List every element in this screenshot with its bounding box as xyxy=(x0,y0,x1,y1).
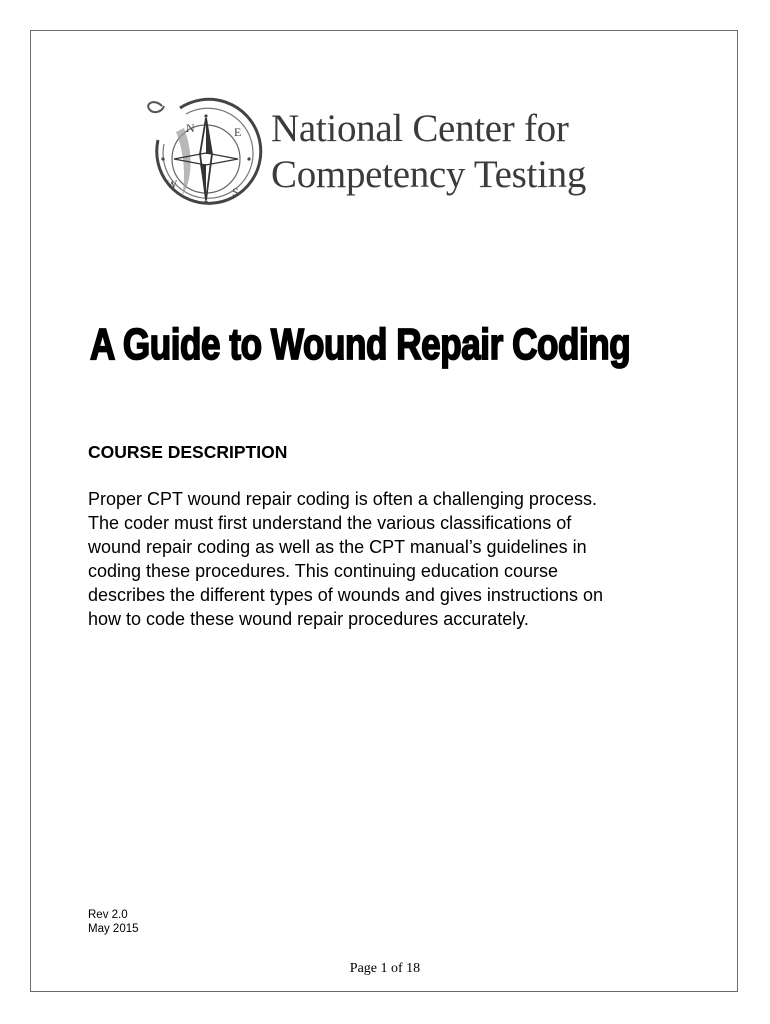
description-line: The coder must first understand the various classifications of xyxy=(88,513,572,533)
organization-name-line-2: Competency Testing xyxy=(271,153,587,196)
description-line: Proper CPT wound repair coding is often a challenging process. xyxy=(88,489,597,509)
description-line: coding these procedures. This continuing education course xyxy=(88,561,558,581)
page-number: Page 1 of 18 xyxy=(349,961,421,976)
revision-number: Rev 2.0 xyxy=(88,909,128,921)
organization-logo xyxy=(140,92,640,220)
course-description-heading: COURSE DESCRIPTION xyxy=(88,442,288,462)
revision-date: May 2015 xyxy=(88,923,139,935)
description-line: wound repair coding as well as the CPT manual’s guidelines in xyxy=(88,537,587,557)
organization-name xyxy=(271,106,586,198)
organization-name-line-1: National Center for xyxy=(271,107,569,150)
compass-letter: W xyxy=(166,177,178,191)
compass-letter: S xyxy=(232,185,239,199)
revision-info xyxy=(88,908,139,936)
compass-letter: E xyxy=(234,125,242,139)
document-title: A Guide to Wound Repair Coding xyxy=(90,320,631,369)
compass-rose-icon xyxy=(140,92,270,216)
compass-letter: N xyxy=(186,121,195,135)
description-line: describes the different types of wounds and gives instructions on xyxy=(88,585,603,605)
course-description-text xyxy=(88,487,688,631)
description-line: how to code these wound repair procedures accurately. xyxy=(88,609,529,629)
